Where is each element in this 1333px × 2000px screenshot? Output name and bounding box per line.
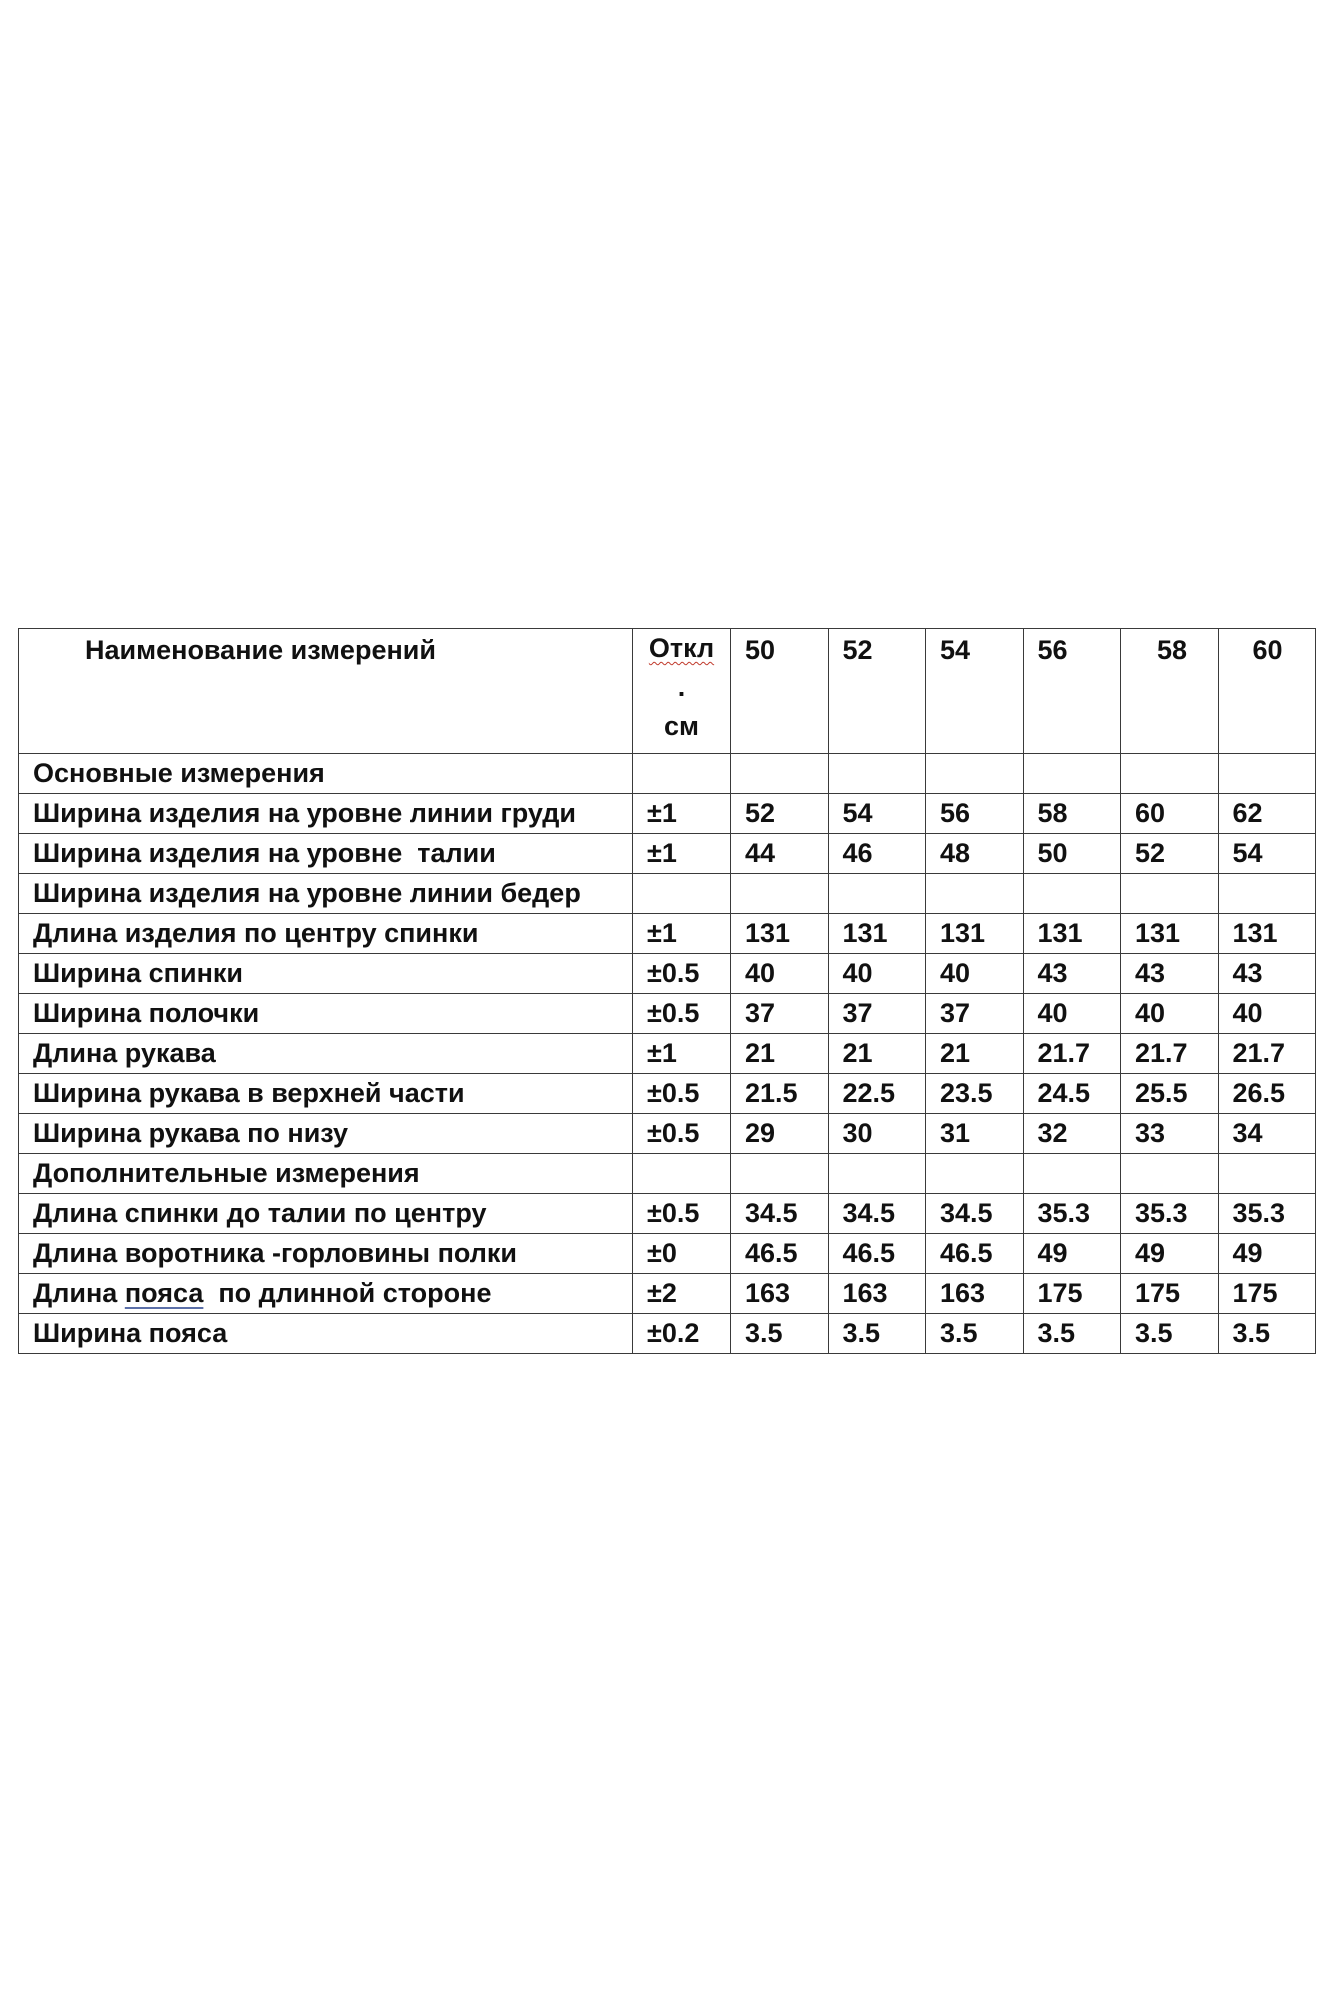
header-row bbox=[19, 629, 1316, 754]
row-value: 3.5 bbox=[926, 1314, 1024, 1354]
row-value: 175 bbox=[1023, 1274, 1121, 1314]
row-value: 163 bbox=[828, 1274, 926, 1314]
row-value: 3.5 bbox=[1023, 1314, 1121, 1354]
row-value: 46 bbox=[828, 834, 926, 874]
row-value bbox=[731, 754, 829, 794]
row-value: 131 bbox=[926, 914, 1024, 954]
row-value: 62 bbox=[1218, 794, 1316, 834]
row-value: 49 bbox=[1121, 1234, 1219, 1274]
row-value: 50 bbox=[1023, 834, 1121, 874]
header-tolerance-line1: Откл bbox=[648, 633, 715, 663]
row-tolerance: ±0.2 bbox=[633, 1314, 731, 1354]
row-value: 56 bbox=[926, 794, 1024, 834]
row-value: 131 bbox=[1023, 914, 1121, 954]
row-name-part: по длинной стороне bbox=[203, 1278, 492, 1308]
row-value: 31 bbox=[926, 1114, 1024, 1154]
row-name: Длина спинки до талии по центру bbox=[19, 1194, 633, 1234]
row-value bbox=[731, 1154, 829, 1194]
table-row bbox=[19, 1194, 1316, 1234]
row-value: 43 bbox=[1023, 954, 1121, 994]
row-tolerance bbox=[633, 874, 731, 914]
row-value: 52 bbox=[1121, 834, 1219, 874]
size-chart-table bbox=[18, 628, 1316, 1354]
table-row bbox=[19, 1154, 1316, 1194]
row-value: 37 bbox=[731, 994, 829, 1034]
row-tolerance: ±0.5 bbox=[633, 1114, 731, 1154]
row-value bbox=[1218, 1154, 1316, 1194]
table-row bbox=[19, 794, 1316, 834]
row-value: 25.5 bbox=[1121, 1074, 1219, 1114]
row-value bbox=[1121, 1154, 1219, 1194]
row-value: 21 bbox=[731, 1034, 829, 1074]
row-value: 21.5 bbox=[731, 1074, 829, 1114]
table-row bbox=[19, 1114, 1316, 1154]
table-row bbox=[19, 1314, 1316, 1354]
row-value: 30 bbox=[828, 1114, 926, 1154]
row-value: 37 bbox=[926, 994, 1024, 1034]
row-value: 34.5 bbox=[926, 1194, 1024, 1234]
row-value bbox=[1023, 874, 1121, 914]
row-value: 40 bbox=[731, 954, 829, 994]
header-size-50: 50 bbox=[731, 629, 829, 754]
row-value: 32 bbox=[1023, 1114, 1121, 1154]
header-size-58: 58 bbox=[1121, 629, 1219, 754]
row-value: 46.5 bbox=[926, 1234, 1024, 1274]
row-value: 46.5 bbox=[731, 1234, 829, 1274]
row-value: 22.5 bbox=[828, 1074, 926, 1114]
row-value: 29 bbox=[731, 1114, 829, 1154]
row-name: Ширина рукава в верхней части bbox=[19, 1074, 633, 1114]
table-row bbox=[19, 1274, 1316, 1314]
row-value: 35.3 bbox=[1218, 1194, 1316, 1234]
row-value: 43 bbox=[1218, 954, 1316, 994]
row-value bbox=[731, 874, 829, 914]
row-value: 34 bbox=[1218, 1114, 1316, 1154]
row-value: 131 bbox=[1121, 914, 1219, 954]
row-value: 3.5 bbox=[731, 1314, 829, 1354]
header-tolerance-line2: . bbox=[677, 672, 686, 702]
row-name: Дополнительные измерения bbox=[19, 1154, 633, 1194]
row-value bbox=[828, 1154, 926, 1194]
row-tolerance: ±1 bbox=[633, 914, 731, 954]
row-value bbox=[1023, 1154, 1121, 1194]
row-value: 3.5 bbox=[1121, 1314, 1219, 1354]
table-row bbox=[19, 914, 1316, 954]
row-value: 40 bbox=[828, 954, 926, 994]
row-value: 34.5 bbox=[731, 1194, 829, 1234]
row-value: 3.5 bbox=[828, 1314, 926, 1354]
header-size-60: 60 bbox=[1218, 629, 1316, 754]
row-value: 24.5 bbox=[1023, 1074, 1121, 1114]
row-value bbox=[926, 1154, 1024, 1194]
table-row bbox=[19, 994, 1316, 1034]
row-value: 131 bbox=[1218, 914, 1316, 954]
row-name: Длина воротника -горловины полки bbox=[19, 1234, 633, 1274]
row-value: 46.5 bbox=[828, 1234, 926, 1274]
row-name: Ширина изделия на уровне талии bbox=[19, 834, 633, 874]
row-value: 175 bbox=[1121, 1274, 1219, 1314]
row-value: 175 bbox=[1218, 1274, 1316, 1314]
row-name: Ширина рукава по низу bbox=[19, 1114, 633, 1154]
table-row bbox=[19, 1234, 1316, 1274]
row-tolerance: ±1 bbox=[633, 794, 731, 834]
row-value: 35.3 bbox=[1121, 1194, 1219, 1234]
row-value: 60 bbox=[1121, 794, 1219, 834]
row-name-part: Длина bbox=[33, 1278, 125, 1308]
row-value: 21.7 bbox=[1023, 1034, 1121, 1074]
table-row bbox=[19, 1074, 1316, 1114]
row-value: 37 bbox=[828, 994, 926, 1034]
row-name: Длина изделия по центру спинки bbox=[19, 914, 633, 954]
row-tolerance: ±1 bbox=[633, 1034, 731, 1074]
row-value: 44 bbox=[731, 834, 829, 874]
row-value bbox=[828, 754, 926, 794]
row-value bbox=[926, 874, 1024, 914]
row-tolerance: ±0 bbox=[633, 1234, 731, 1274]
row-value: 43 bbox=[1121, 954, 1219, 994]
header-size-54: 54 bbox=[926, 629, 1024, 754]
table-row bbox=[19, 754, 1316, 794]
row-name: Ширина пояса bbox=[19, 1314, 633, 1354]
row-tolerance bbox=[633, 754, 731, 794]
table-row bbox=[19, 954, 1316, 994]
row-tolerance bbox=[633, 1154, 731, 1194]
row-tolerance: ±0.5 bbox=[633, 994, 731, 1034]
row-value: 35.3 bbox=[1023, 1194, 1121, 1234]
row-value: 34.5 bbox=[828, 1194, 926, 1234]
row-value: 40 bbox=[1023, 994, 1121, 1034]
row-value: 131 bbox=[828, 914, 926, 954]
row-value: 33 bbox=[1121, 1114, 1219, 1154]
table-row bbox=[19, 1034, 1316, 1074]
row-value: 40 bbox=[1218, 994, 1316, 1034]
row-name: Ширина изделия на уровне линии бедер bbox=[19, 874, 633, 914]
row-value bbox=[1121, 874, 1219, 914]
row-value: 40 bbox=[926, 954, 1024, 994]
row-value: 3.5 bbox=[1218, 1314, 1316, 1354]
row-value: 23.5 bbox=[926, 1074, 1024, 1114]
row-value: 131 bbox=[731, 914, 829, 954]
row-name: Ширина спинки bbox=[19, 954, 633, 994]
row-value: 163 bbox=[731, 1274, 829, 1314]
row-name: Ширина полочки bbox=[19, 994, 633, 1034]
row-tolerance: ±2 bbox=[633, 1274, 731, 1314]
row-value: 21 bbox=[828, 1034, 926, 1074]
row-value: 21 bbox=[926, 1034, 1024, 1074]
header-measurement-name: Наименование измерений bbox=[19, 629, 633, 754]
header-tolerance-line3: см bbox=[664, 711, 699, 741]
header-size-56: 56 bbox=[1023, 629, 1121, 754]
row-value bbox=[828, 874, 926, 914]
row-name bbox=[19, 1274, 633, 1314]
row-value: 26.5 bbox=[1218, 1074, 1316, 1114]
row-value: 21.7 bbox=[1218, 1034, 1316, 1074]
row-name-part-underlined: пояса bbox=[124, 1278, 204, 1308]
row-value: 40 bbox=[1121, 994, 1219, 1034]
row-value: 21.7 bbox=[1121, 1034, 1219, 1074]
row-name: Ширина изделия на уровне линии груди bbox=[19, 794, 633, 834]
header-tolerance bbox=[633, 629, 731, 754]
row-value bbox=[1023, 754, 1121, 794]
row-value: 48 bbox=[926, 834, 1024, 874]
header-size-52: 52 bbox=[828, 629, 926, 754]
row-tolerance: ±1 bbox=[633, 834, 731, 874]
row-value: 58 bbox=[1023, 794, 1121, 834]
row-name: Основные измерения bbox=[19, 754, 633, 794]
row-value bbox=[1218, 874, 1316, 914]
row-value bbox=[926, 754, 1024, 794]
row-tolerance: ±0.5 bbox=[633, 1194, 731, 1234]
row-value: 54 bbox=[828, 794, 926, 834]
row-value: 163 bbox=[926, 1274, 1024, 1314]
row-name: Длина рукава bbox=[19, 1034, 633, 1074]
row-value: 49 bbox=[1023, 1234, 1121, 1274]
table-row bbox=[19, 834, 1316, 874]
row-value bbox=[1121, 754, 1219, 794]
row-tolerance: ±0.5 bbox=[633, 1074, 731, 1114]
table-row bbox=[19, 874, 1316, 914]
row-value: 49 bbox=[1218, 1234, 1316, 1274]
row-value: 52 bbox=[731, 794, 829, 834]
row-value: 54 bbox=[1218, 834, 1316, 874]
row-tolerance: ±0.5 bbox=[633, 954, 731, 994]
row-value bbox=[1218, 754, 1316, 794]
